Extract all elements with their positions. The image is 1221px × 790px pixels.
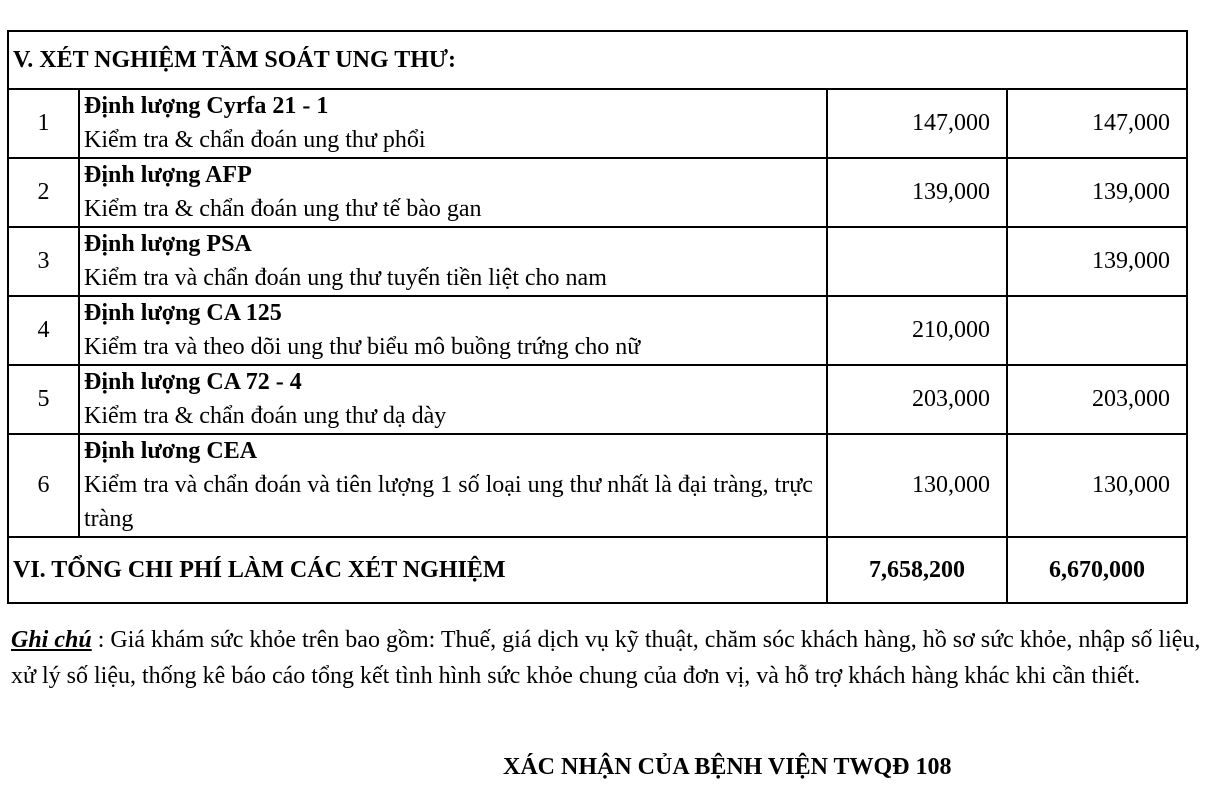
- item-number: 5: [8, 365, 79, 434]
- item-price-1: [827, 227, 1007, 296]
- item-price-1: 210,000: [827, 296, 1007, 365]
- item-description: [79, 158, 827, 227]
- table-row: [8, 365, 1187, 434]
- item-price-2: 139,000: [1007, 158, 1187, 227]
- price-table: [7, 30, 1188, 604]
- table-row: [8, 158, 1187, 227]
- item-description: [79, 296, 827, 365]
- note-label: Ghi chú: [11, 627, 92, 653]
- item-price-2: 130,000: [1007, 434, 1187, 537]
- item-price-2: [1007, 296, 1187, 365]
- total-value-1: 7,658,200: [827, 537, 1007, 603]
- total-row: [8, 537, 1187, 603]
- item-name: Định lượng CA 72 - 4: [84, 369, 302, 395]
- item-detail: Kiểm tra và chẩn đoán ung thư tuyến tiền liệt cho nam: [84, 265, 607, 291]
- item-price-1: 130,000: [827, 434, 1007, 537]
- section-title: V. XÉT NGHIỆM TẦM SOÁT UNG THƯ:: [8, 31, 1187, 89]
- total-value-2: 6,670,000: [1007, 537, 1187, 603]
- item-number: 1: [8, 89, 79, 158]
- note-text: : Giá khám sức khỏe trên bao gồm: Thuế, giá dịch vụ kỹ thuật, chăm sóc khách hàng, hồ sơ sức khỏe, nhập số liệu, xử lý số liệu, thống kê báo cáo tổng kết tình hình sức khỏe chung của đơn vị, và hỗ trợ khách hàng khác khi cần thiết.: [11, 627, 1201, 689]
- item-detail: Kiểm tra & chẩn đoán ung thư phổi: [84, 127, 426, 153]
- item-name: Định lượng PSA: [84, 231, 252, 257]
- item-name: Định lương CEA: [84, 438, 258, 464]
- hospital-confirmation: XÁC NHẬN CỦA BỆNH VIỆN TWQĐ 108: [503, 754, 952, 780]
- item-detail: Kiểm tra và theo dõi ung thư biểu mô buồng trứng cho nữ: [84, 334, 641, 360]
- table-row: [8, 89, 1187, 158]
- item-price-2: 203,000: [1007, 365, 1187, 434]
- item-detail: Kiểm tra & chẩn đoán ung thư tế bào gan: [84, 196, 482, 222]
- item-description: [79, 227, 827, 296]
- item-price-2: 147,000: [1007, 89, 1187, 158]
- item-number: 2: [8, 158, 79, 227]
- item-description: [79, 89, 827, 158]
- item-name: Định lượng CA 125: [84, 300, 282, 326]
- item-number: 3: [8, 227, 79, 296]
- item-name: Định lượng AFP: [84, 162, 252, 188]
- item-number: 6: [8, 434, 79, 537]
- note-paragraph: [11, 622, 1201, 694]
- item-price-1: 147,000: [827, 89, 1007, 158]
- total-label: VI. TỔNG CHI PHÍ LÀM CÁC XÉT NGHIỆM: [8, 537, 827, 603]
- item-description: [79, 434, 827, 537]
- table-row: [8, 296, 1187, 365]
- section-header-row: [8, 31, 1187, 89]
- item-price-1: 203,000: [827, 365, 1007, 434]
- item-detail: Kiểm tra và chẩn đoán và tiên lượng 1 số loại ung thư nhất là đại tràng, trực tràng: [84, 472, 813, 532]
- table-row: [8, 227, 1187, 296]
- item-description: [79, 365, 827, 434]
- item-price-1: 139,000: [827, 158, 1007, 227]
- item-detail: Kiểm tra & chẩn đoán ung thư dạ dày: [84, 403, 447, 429]
- item-name: Định lượng Cyrfa 21 - 1: [84, 93, 329, 119]
- item-number: 4: [8, 296, 79, 365]
- item-price-2: 139,000: [1007, 227, 1187, 296]
- table-row: [8, 434, 1187, 537]
